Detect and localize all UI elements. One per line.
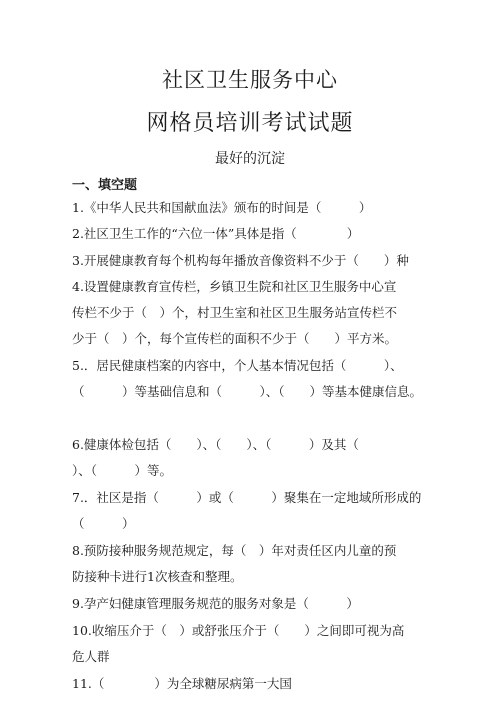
question-4-line1: 4.设置健康教育宣传栏，乡镇卫生院和社区卫生服务中心宣	[72, 279, 397, 294]
document-title-line1: 社区卫生服务中心	[162, 68, 338, 92]
question-3: 3.开展健康教育每个机构每年播放音像资料不少于（ ）种	[72, 253, 409, 268]
question-4-line2: 传栏不少于（ ）个，村卫生室和社区卫生服务站宣传栏不	[72, 305, 398, 320]
question-2: 2.社区卫生工作的“六位一体”具体是指（ ）	[72, 226, 360, 241]
question-6-line1: 6.健康体检包括（ ）、（ ）、（ ）及其（	[72, 437, 384, 452]
question-5-line1: 5.．居民健康档案的内容中，个人基本情况包括（ ）、	[72, 358, 403, 373]
question-11: 11.（ ）为全球糖尿病第一大国	[72, 676, 292, 691]
question-5-line2: （ ）等基础信息和（ ）、（ ）等基本健康信息。	[72, 384, 423, 399]
document-subtitle: 最好的沉淀	[215, 151, 285, 167]
question-8-line2: 防接种卡进行1次核查和整理。	[72, 569, 243, 584]
question-7-line1: 7.．社区是指（ ）或（ ）聚集在一定地域所形成的	[72, 490, 422, 505]
document-title-line2: 网格员培训考试试题	[146, 111, 354, 136]
question-7-line2: （ ）	[72, 516, 135, 531]
question-10-line1: 10.收缩压介于（ ）或舒张压介于（ ）之间即可视为高	[72, 623, 405, 638]
question-6-line2: ）、（ ）等。	[72, 463, 173, 478]
question-9: 9.孕产妇健康管理服务规范的服务对象是（ ）	[72, 596, 359, 611]
question-1: 1.《中华人民共和国献血法》颁布的时间是（ ）	[72, 200, 372, 215]
question-4-line3: 少于（ ）个，每个宣传栏的面积不少于（ ）平方米。	[72, 331, 398, 346]
question-8-line1: 8.预防接种服务规范规定，每（ ）年对责任区内儿童的预	[72, 543, 397, 558]
question-10-line2: 危人群	[72, 649, 110, 664]
section-heading: 一、填空题	[72, 178, 138, 193]
